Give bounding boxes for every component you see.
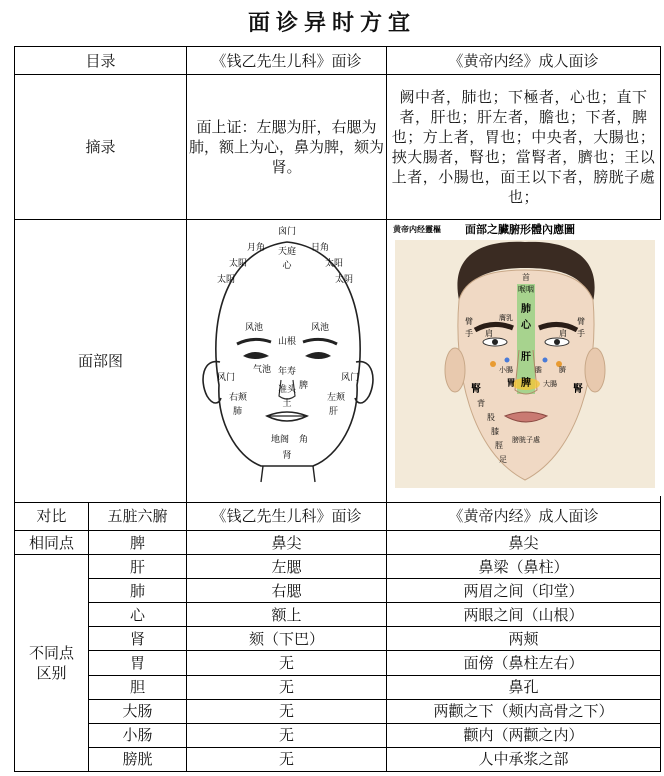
adult-label-gan: 肝 <box>521 352 532 364</box>
adult-label-shen-l: 腎 <box>471 384 482 396</box>
adult-label-wei: 胃 <box>506 379 516 390</box>
diff-qianyi: 无 <box>187 651 387 675</box>
diff-organ: 肝 <box>89 555 187 579</box>
diff-neijing: 两眉之间（印堂） <box>387 579 661 603</box>
label-jiao: 角 <box>299 435 309 446</box>
comparison-table <box>14 46 661 772</box>
diff-organ: 胆 <box>89 675 187 699</box>
same-organ: 脾 <box>89 530 187 554</box>
same-qianyi: 鼻尖 <box>187 530 387 554</box>
excerpt-label: 摘录 <box>15 75 187 220</box>
label-taiyang-r: 太阳 <box>325 259 344 270</box>
label-zuojia: 左颊 <box>327 393 346 404</box>
adult-label-shou: 首 <box>522 273 531 283</box>
diff-qianyi: 无 <box>187 675 387 699</box>
adult-label-shou-r: 手 <box>577 329 586 339</box>
label-fengmen-r: 风门 <box>341 373 360 384</box>
adult-label-pangguang: 膀胱子處 <box>512 436 541 445</box>
diff-organ: 膀胱 <box>89 747 187 771</box>
adult-label-houyan: 喉咽 <box>518 285 535 295</box>
diff-qianyi: 无 <box>187 723 387 747</box>
adult-label-xin: 心 <box>521 320 532 332</box>
adult-label-gu: 股 <box>487 413 496 423</box>
adult-label-bi-r: 臂 <box>577 317 586 327</box>
label-youjia: 右颊 <box>229 393 248 404</box>
diff-row <box>15 579 661 603</box>
diff-neijing: 面傍（鼻柱左右） <box>387 651 661 675</box>
diff-qianyi: 无 <box>187 699 387 723</box>
adult-label-xiaochang: 小腸 <box>499 366 514 375</box>
diff-label <box>15 555 89 772</box>
compare-header-qianyi: 《钱乙先生儿科》面诊 <box>187 502 387 530</box>
diff-neijing: 人中承浆之部 <box>387 747 661 771</box>
label-taiyang-l: 太阳 <box>229 259 248 270</box>
diff-row <box>15 627 661 651</box>
adult-label-jian-r: 肩 <box>559 329 568 339</box>
label-fengchi-r: 风池 <box>311 323 330 334</box>
diff-row <box>15 747 661 771</box>
face-diagram-label: 面部图 <box>15 219 187 502</box>
diff-qianyi: 无 <box>187 747 387 771</box>
diff-neijing: 两眼之间（山根） <box>387 603 661 627</box>
adult-label-qi: 臍 <box>559 366 567 375</box>
adult-label-yingru: 膺乳 <box>499 314 514 323</box>
adult-label-fei: 肺 <box>521 304 532 316</box>
page-title: 面诊异时方宜 <box>247 11 416 36</box>
label-zhuntou: 准头 <box>278 385 297 396</box>
adult-label-dachang: 大腸 <box>543 380 558 389</box>
adult-label-bei: 背 <box>477 399 486 409</box>
label-gan: 肝 <box>329 407 339 418</box>
adult-label-dan: 膽 <box>535 366 543 375</box>
diff-neijing: 颧内（两颧之内） <box>387 723 661 747</box>
child-face-diagram <box>189 220 385 496</box>
diff-neijing: 两颧之下（颊内高骨之下） <box>387 699 661 723</box>
diff-organ: 心 <box>89 603 187 627</box>
label-nianshou: 年寿 <box>278 367 297 378</box>
adult-face-diagram <box>389 220 661 496</box>
diff-row <box>15 651 661 675</box>
label-fei: 肺 <box>233 407 243 418</box>
diff-qianyi: 额上 <box>187 603 387 627</box>
diff-organ: 胃 <box>89 651 187 675</box>
diff-qianyi: 左腮 <box>187 555 387 579</box>
diff-qianyi: 右腮 <box>187 579 387 603</box>
adult-label-xi: 膝 <box>491 427 500 437</box>
excerpt-neijing: 阙中者，肺也；下極者，心也；直下者，肝也；肝左者，膽也；下者，脾也；方上者，胃也；中央者，大腸也；挾大腸者，腎也；當腎者，臍也；王以上者，小腸也，面王以下者，膀胱子處也； <box>387 75 661 220</box>
header-row <box>15 47 661 75</box>
adult-label-shen-r: 腎 <box>573 384 584 396</box>
label-taiyin-r: 太阴 <box>335 275 354 286</box>
label-taiyin-l: 太阴 <box>217 275 236 286</box>
compare-header-neijing: 《黄帝内经》成人面诊 <box>387 502 661 530</box>
diff-organ: 肺 <box>89 579 187 603</box>
label-xin: 心 <box>282 261 292 272</box>
child-face-cell <box>187 219 387 502</box>
adult-face-cell <box>387 219 661 502</box>
excerpt-qianyi: 面上证：左腮为肝，右腮为肺，额上为心，鼻为脾，颏为肾。 <box>187 75 387 220</box>
label-tianting: 天庭 <box>278 247 297 258</box>
label-pi: 脾 <box>299 381 309 392</box>
diff-organ: 小肠 <box>89 723 187 747</box>
adult-face-title: 面部之臟腑形體內應圖 <box>465 223 576 237</box>
diff-organ: 肾 <box>89 627 187 651</box>
excerpt-row <box>15 75 661 220</box>
diff-row <box>15 555 661 579</box>
diff-label-line2: 区别 <box>36 664 67 683</box>
compare-header-duibi: 对比 <box>15 502 89 530</box>
face-diagram-row <box>15 219 661 502</box>
diff-neijing: 鼻梁（鼻柱） <box>387 555 661 579</box>
same-row <box>15 530 661 554</box>
label-qichi: 气池 <box>253 365 272 376</box>
label-fengchi-l: 风池 <box>245 323 264 334</box>
label-dige: 地阁 <box>271 435 290 446</box>
adult-label-bi-l: 臂 <box>465 317 474 327</box>
compare-header-organs: 五脏六腑 <box>89 502 187 530</box>
label-tu: 土 <box>282 399 292 410</box>
adult-label-jian-l: 肩 <box>485 329 494 339</box>
diff-neijing: 两颊 <box>387 627 661 651</box>
adult-label-jing: 脛 <box>495 441 504 451</box>
adult-face-tag: 黄帝内经靈樞 <box>393 224 442 235</box>
adult-label-shou-l: 手 <box>465 329 474 339</box>
header-catalog: 目录 <box>15 47 187 75</box>
compare-header-row <box>15 502 661 530</box>
diff-row <box>15 699 661 723</box>
diff-organ: 大肠 <box>89 699 187 723</box>
diff-neijing: 鼻孔 <box>387 675 661 699</box>
header-neijing: 《黄帝内经》成人面诊 <box>387 47 661 75</box>
diff-row <box>15 675 661 699</box>
label-rijiao: 日角 <box>311 243 330 254</box>
label-yuejiao: 月角 <box>247 243 266 254</box>
label-fengmen-l: 风门 <box>217 373 236 384</box>
same-label: 相同点 <box>15 530 89 554</box>
adult-label-zu: 足 <box>499 455 508 465</box>
adult-label-pi: 脾 <box>521 378 532 390</box>
header-qianyi: 《钱乙先生儿科》面诊 <box>187 47 387 75</box>
diff-row <box>15 603 661 627</box>
diff-row <box>15 723 661 747</box>
same-neijing: 鼻尖 <box>387 530 661 554</box>
label-ximen: 囟门 <box>278 227 297 238</box>
label-shangen: 山根 <box>278 337 297 348</box>
label-shen: 肾 <box>282 451 292 462</box>
diff-label-line1: 不同点 <box>28 644 74 663</box>
diff-qianyi: 颏（下巴） <box>187 627 387 651</box>
